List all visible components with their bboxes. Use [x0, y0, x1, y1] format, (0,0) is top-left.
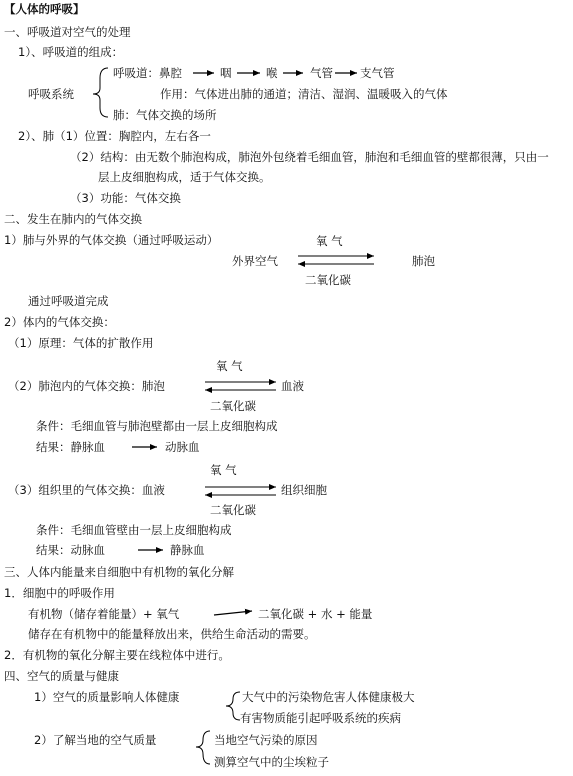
air-point-1: 1）空气的质量影响人体健康 [34, 690, 180, 704]
air-point-2: 2）了解当地的空气质量 [34, 733, 157, 747]
air-point-2a: 当地空气污染的原因 [214, 733, 318, 747]
tis-result-to: 静脉血 [170, 543, 205, 557]
alv-result-to: 动脉血 [165, 440, 200, 454]
system-label: 呼吸系统 [28, 87, 74, 101]
alv-result-label: 结果：静脉血 [36, 440, 105, 454]
p2-brace [196, 731, 210, 764]
air-point-1a: 大气中的污染物危害人体健康极大 [242, 690, 415, 704]
tis-condition: 条件：毛细血管壁由一层上皮细胞构成 [36, 523, 232, 537]
ex1-co2: 二氧化碳 [305, 273, 351, 287]
tis-result-label: 结果：动脉血 [36, 543, 105, 557]
lung-item: 肺：气体交换的场所 [113, 108, 217, 122]
alv-oxygen: 氧 气 [216, 359, 243, 373]
s3-item1: 1．细胞中的呼吸作用 [4, 586, 115, 600]
ex1-right: 肺泡 [412, 254, 435, 268]
tis-oxygen: 氧 气 [210, 463, 237, 477]
eq-arrow [214, 611, 252, 615]
tis-co2: 二氧化碳 [210, 503, 256, 517]
ex1-title: 1）肺与外界的气体交换（通过呼吸运动） [4, 233, 219, 247]
ex2-title: 2）体内的气体交换： [4, 315, 115, 329]
section-1-heading: 一、呼吸道对空气的处理 [4, 25, 131, 39]
tract-pharynx: 咽 [220, 66, 232, 80]
lung-position: 2）、肺（1）位置：胸腔内，左右各一 [18, 129, 211, 143]
ex1-oxygen: 氧 气 [316, 234, 343, 248]
tract-larynx: 喉 [266, 66, 278, 80]
tract-trachea: 气管 [310, 66, 333, 80]
tis-right: 组织细胞 [281, 483, 327, 497]
lung-structure-1: （2）结构：由无数个肺泡构成，肺泡外包绕着毛细血管，肺泡和毛细血管的壁都很薄，只由一 [70, 150, 549, 164]
system-brace [93, 68, 108, 117]
tract-bronchi: 支气管 [360, 66, 395, 80]
tract-label: 呼吸道： [113, 66, 159, 80]
alv-condition: 条件：毛细血管与肺泡壁都由一层上皮细胞构成 [36, 419, 278, 433]
principle: （1）原理：气体的扩散作用 [8, 336, 154, 350]
air-point-2b: 测算空气中的尘埃粒子 [214, 755, 329, 769]
alv-co2: 二氧化碳 [210, 399, 256, 413]
lung-function: （3）功能：气体交换 [70, 191, 181, 205]
air-point-1b: 有害物质能引起呼吸系统的疾病 [240, 711, 401, 725]
section-2-heading: 二、发生在肺内的气体交换 [4, 212, 142, 226]
section-3-heading: 三、人体内能量来自细胞中有机物的氧化分解 [4, 565, 234, 579]
ex1-note: 通过呼吸道完成 [28, 294, 109, 308]
section-1-sub1: 1）、呼吸道的组成： [18, 45, 124, 59]
tract-nasal: 鼻腔 [159, 66, 182, 80]
tract-function: 作用：气体进出肺的通道；清洁、湿润、温暖吸入的气体 [160, 87, 448, 101]
page-title: 【人体的呼吸】 [4, 2, 85, 16]
section-4-heading: 四、空气的质量与健康 [4, 669, 119, 683]
tis-label: （3）组织里的气体交换：血液 [8, 483, 165, 497]
lung-structure-2: 层上皮细胞构成，适于气体交换。 [98, 170, 271, 184]
alv-label: （2）肺泡内的气体交换：肺泡 [8, 379, 165, 393]
ex1-left: 外界空气 [232, 254, 278, 268]
alv-right: 血液 [281, 379, 304, 393]
equation-note: 储存在有机物中的能量释放出来，供给生命活动的需要。 [28, 627, 316, 641]
p1-brace [226, 692, 240, 720]
s3-item2: 2．有机物的氧化分解主要在线粒体中进行。 [4, 648, 230, 662]
equation-right: 二氧化碳 + 水 + 能量 [258, 607, 373, 621]
equation-left: 有机物（储存着能量）+ 氧气 [28, 607, 180, 621]
